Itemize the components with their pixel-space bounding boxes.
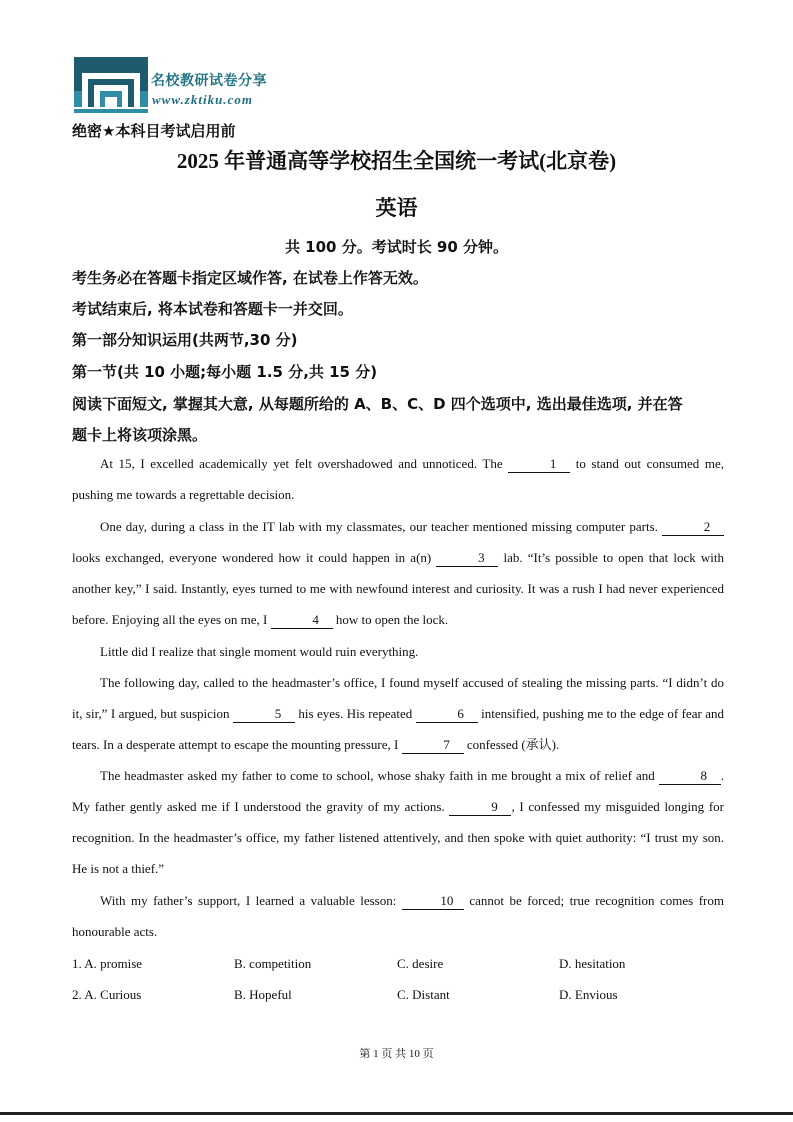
question-1-options [72,956,724,976]
exam-title: 2025 年普通高等学校招生全国统一考试(北京卷) [176,149,617,173]
option-2b: B. Hopeful [234,987,292,1002]
option-1b: B. competition [234,956,312,971]
instruction-2: 考试结束后, 将本试卷和答题卡一并交回。 [72,300,353,318]
option-1d: D. hesitation [559,956,626,971]
direction-line-2: 题卡上将该项涂黑。 [72,426,208,444]
blank-8: 8 [659,768,721,785]
blank-4: 4 [271,612,333,629]
passage-paragraph-2: One day, during a class in the IT lab with my classmates, our teacher mentioned missing computer parts. 2 looks exchanged, everyone wondered how it could happen in a(n) 3 lab. “It’s possible to open that lock with another key,” I said. Instantly, eyes turned to me with newfound interest and curiosity. It was a rush I had never experienced before. Enjoying all the eyes on me, I 4 how to open the lock. [72,519,724,627]
logo-url: www.zktiku.com [152,92,253,107]
option-2a: 2. A. Curious [72,987,142,1002]
direction-line-1: 阅读下面短文, 掌握其大意, 从每题所给的 A、B、C、D 四个选项中, 选出最佳选项, 并在答 [72,395,683,413]
subject-title: 英语 [375,196,418,220]
option-1a: 1. A. promise [72,956,143,971]
page-number: 第 1 页 共 10 页 [359,1048,434,1060]
option-1c: C. desire [397,956,444,971]
passage-paragraph-3: Little did I realize that single moment would ruin everything. [100,644,419,659]
passage-paragraph-4: The following day, called to the headmaster’s office, I found myself accused of stealing the missing parts. “I didn’t do it, sir,” I argued, but suspicion 5 his eyes. His repeated 6 intensified, pushing me to the edge of fear and tears. In a desperate attempt to escape the mounting pressure, I 7 confessed (承认). [72,675,724,752]
blank-1: 1 [508,456,570,473]
bottom-divider [0,1112,793,1115]
passage-paragraph-1: At 15, I excelled academically yet felt overshadowed and unnoticed. The 1 to stand out consumed me, pushing me towards a regrettable decision. [72,456,724,502]
logo [74,57,294,115]
blank-10: 10 [402,893,464,910]
question-2-options [72,987,724,1007]
blank-5: 5 [233,706,295,723]
section-heading: 第一部分知识运用(共两节,30 分) [72,331,298,349]
subsection-heading: 第一节(共 10 小题;每小题 1.5 分,共 15 分) [72,363,378,381]
instruction-1: 考生务必在答题卡指定区域作答, 在试卷上作答无效。 [72,269,428,287]
logo-name: 名校教研试卷分享 [151,73,267,89]
blank-7: 7 [402,737,464,754]
blank-3: 3 [436,550,498,567]
option-2d: D. Envious [559,987,618,1002]
confidential-notice: 绝密★本科目考试启用前 [72,122,236,140]
option-2c: C. Distant [397,987,450,1002]
school-logo-icon [74,57,148,113]
blank-9: 9 [449,799,511,816]
blank-2: 2 [662,519,724,536]
blank-6: 6 [416,706,478,723]
passage-paragraph-6: With my father’s support, I learned a valuable lesson: 10 cannot be forced; true recognition comes from honourable acts. [72,893,724,939]
exam-duration: 共 100 分。考试时长 90 分钟。 [284,238,509,256]
passage-paragraph-5: The headmaster asked my father to come to school, whose shaky faith in me brought a mix of relief and 8 . My father gently asked me if I understood the gravity of my actions. 9 , I confessed my misguided longing for recognition. In the headmaster’s office, my father listened attentively, and then spoke with quiet authority: “I trust my son. He is not a thief.” [72,768,725,876]
